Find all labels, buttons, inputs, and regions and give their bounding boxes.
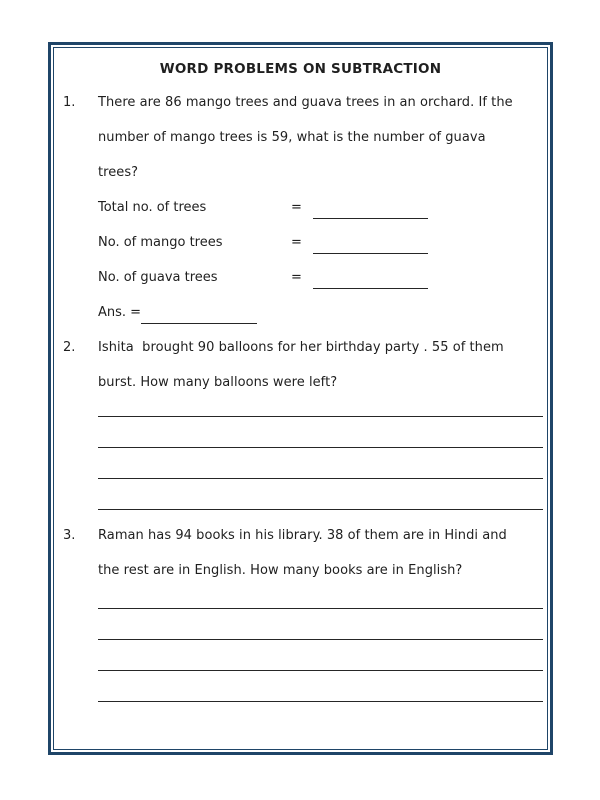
fill-row-label: Total no. of trees bbox=[98, 200, 207, 215]
problem-line: Raman has 94 books in his library. 38 of them are in Hindi and bbox=[98, 528, 507, 543]
problem-2 bbox=[60, 330, 541, 510]
answer-blank bbox=[141, 303, 257, 324]
answer-line bbox=[98, 671, 543, 702]
problem-3-answer-lines bbox=[98, 578, 543, 702]
page-border-outer bbox=[48, 42, 553, 755]
problem-2-number: 2. bbox=[63, 340, 76, 355]
answer-line bbox=[98, 479, 543, 510]
answer-label: Ans. = bbox=[98, 305, 142, 320]
problem-line: There are 86 mango trees and guava trees in an orchard. If the bbox=[98, 95, 513, 110]
page-border-inner bbox=[53, 47, 548, 750]
fill-row-mango-trees bbox=[98, 225, 548, 260]
answer-blank bbox=[313, 268, 428, 289]
problem-3 bbox=[60, 518, 541, 702]
problem-2-text bbox=[98, 330, 548, 510]
answer-line bbox=[98, 640, 543, 671]
problem-line: burst. How many balloons were left? bbox=[98, 375, 338, 390]
answer-line bbox=[98, 448, 543, 479]
answer-row bbox=[98, 295, 548, 330]
fill-row-label: No. of mango trees bbox=[98, 235, 223, 250]
problem-line: trees? bbox=[98, 165, 139, 180]
answer-blank bbox=[313, 198, 428, 219]
equals-sign: = bbox=[291, 270, 302, 285]
problem-3-number: 3. bbox=[63, 528, 76, 543]
page-title: WORD PROBLEMS ON SUBTRACTION bbox=[159, 61, 442, 77]
answer-line bbox=[98, 609, 543, 640]
equals-sign: = bbox=[291, 235, 302, 250]
equals-sign: = bbox=[291, 200, 302, 215]
answer-line bbox=[98, 417, 543, 448]
fill-row-label: No. of guava trees bbox=[98, 270, 218, 285]
problem-3-text bbox=[98, 518, 548, 702]
problem-1-text bbox=[98, 85, 548, 330]
fill-row-total-trees bbox=[98, 190, 548, 225]
problem-1 bbox=[60, 85, 541, 330]
answer-blank bbox=[313, 233, 428, 254]
problem-line: Ishita brought 90 balloons for her birthday party . 55 of them bbox=[98, 340, 504, 355]
problem-1-number: 1. bbox=[63, 95, 76, 110]
problem-line: number of mango trees is 59, what is the number of guava bbox=[98, 130, 486, 145]
fill-row-guava-trees bbox=[98, 260, 548, 295]
problem-2-answer-lines bbox=[98, 386, 543, 510]
problem-line: the rest are in English. How many books are in English? bbox=[98, 563, 463, 578]
